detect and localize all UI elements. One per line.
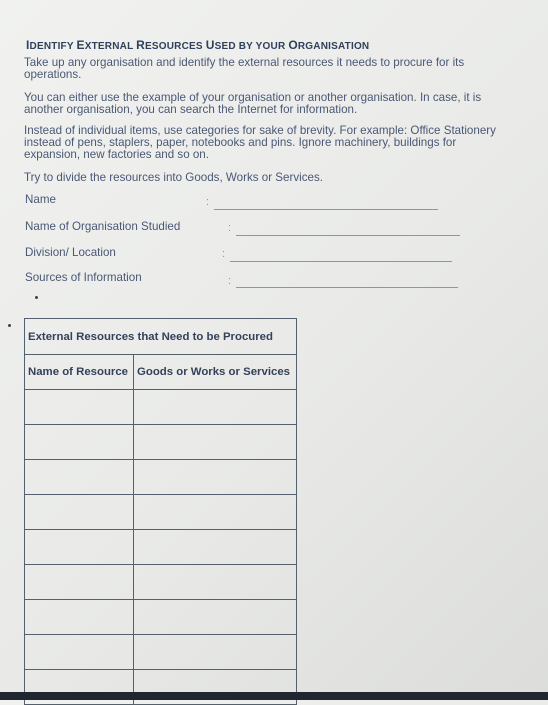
- column-header-category: Goods or Works or Services: [134, 355, 297, 390]
- title-part: SED BY YOUR: [214, 41, 289, 52]
- table-cell[interactable]: [134, 425, 297, 460]
- table-row: [25, 530, 297, 565]
- table-row: [25, 635, 297, 670]
- table-row: [25, 390, 297, 425]
- table-row: [25, 600, 297, 635]
- organisation-label: Name of Organisation Studied: [25, 220, 181, 233]
- title-part: I: [26, 38, 30, 52]
- title-part: XTERNAL: [84, 41, 137, 52]
- colon: :: [222, 248, 226, 260]
- table-cell[interactable]: [134, 600, 297, 635]
- bullet-mark: [8, 324, 11, 327]
- title-part: R: [136, 38, 146, 52]
- table-row: [25, 425, 297, 460]
- resources-table: [24, 318, 297, 705]
- table-title: External Resources that Need to be Procured: [25, 319, 297, 355]
- table-cell[interactable]: [25, 425, 134, 460]
- table-row: [25, 495, 297, 530]
- sources-field[interactable]: [236, 287, 458, 288]
- table-cell[interactable]: [25, 565, 134, 600]
- page-title: [26, 38, 369, 52]
- title-part: RGANISATION: [297, 41, 370, 52]
- division-field[interactable]: [230, 261, 452, 262]
- title-part: ESOURCES: [145, 41, 206, 52]
- instruction-paragraph: Take up any organisation and identify the external resources it needs to procure for its operations.: [24, 56, 465, 81]
- division-label: Division/ Location: [25, 246, 116, 259]
- title-part: U: [205, 38, 215, 52]
- column-header-resource: Name of Resource: [25, 355, 134, 390]
- table-cell[interactable]: [25, 495, 134, 530]
- name-label: Name: [25, 193, 56, 206]
- table-cell[interactable]: [134, 390, 297, 425]
- table-cell[interactable]: [134, 565, 297, 600]
- colon: :: [228, 222, 232, 234]
- table-row: [25, 565, 297, 600]
- bullet-mark: [35, 296, 38, 299]
- title-part: E: [76, 38, 85, 52]
- table-cell[interactable]: [25, 635, 134, 670]
- colon: :: [228, 275, 232, 287]
- sources-label: Sources of Information: [25, 271, 142, 284]
- table-cell[interactable]: [25, 530, 134, 565]
- title-part: DENTIFY: [29, 41, 77, 52]
- instruction-paragraph: Try to divide the resources into Goods, Works or Services.: [24, 171, 323, 184]
- title-part: O: [288, 38, 298, 52]
- organisation-field[interactable]: [236, 235, 460, 236]
- table-cell[interactable]: [134, 495, 297, 530]
- instruction-paragraph: You can either use the example of your organisation or another organisation. In case, it is another organisation, you can search the Internet for information.: [24, 91, 482, 116]
- table-cell[interactable]: [134, 460, 297, 495]
- colon: :: [206, 196, 210, 208]
- table-cell[interactable]: [134, 635, 297, 670]
- name-field[interactable]: [214, 209, 438, 210]
- table-cell[interactable]: [25, 600, 134, 635]
- table-cell[interactable]: [25, 460, 134, 495]
- screen-edge: [0, 692, 548, 700]
- table-cell[interactable]: [25, 390, 134, 425]
- table-cell[interactable]: [134, 530, 297, 565]
- instruction-paragraph: Instead of individual items, use categories for sake of brevity. For example: Office Stationery instead of pens, staplers, paper, notebooks and pins. Ignore machinery, buildings for expansion, new factories and so on.: [24, 124, 496, 161]
- table-row: [25, 460, 297, 495]
